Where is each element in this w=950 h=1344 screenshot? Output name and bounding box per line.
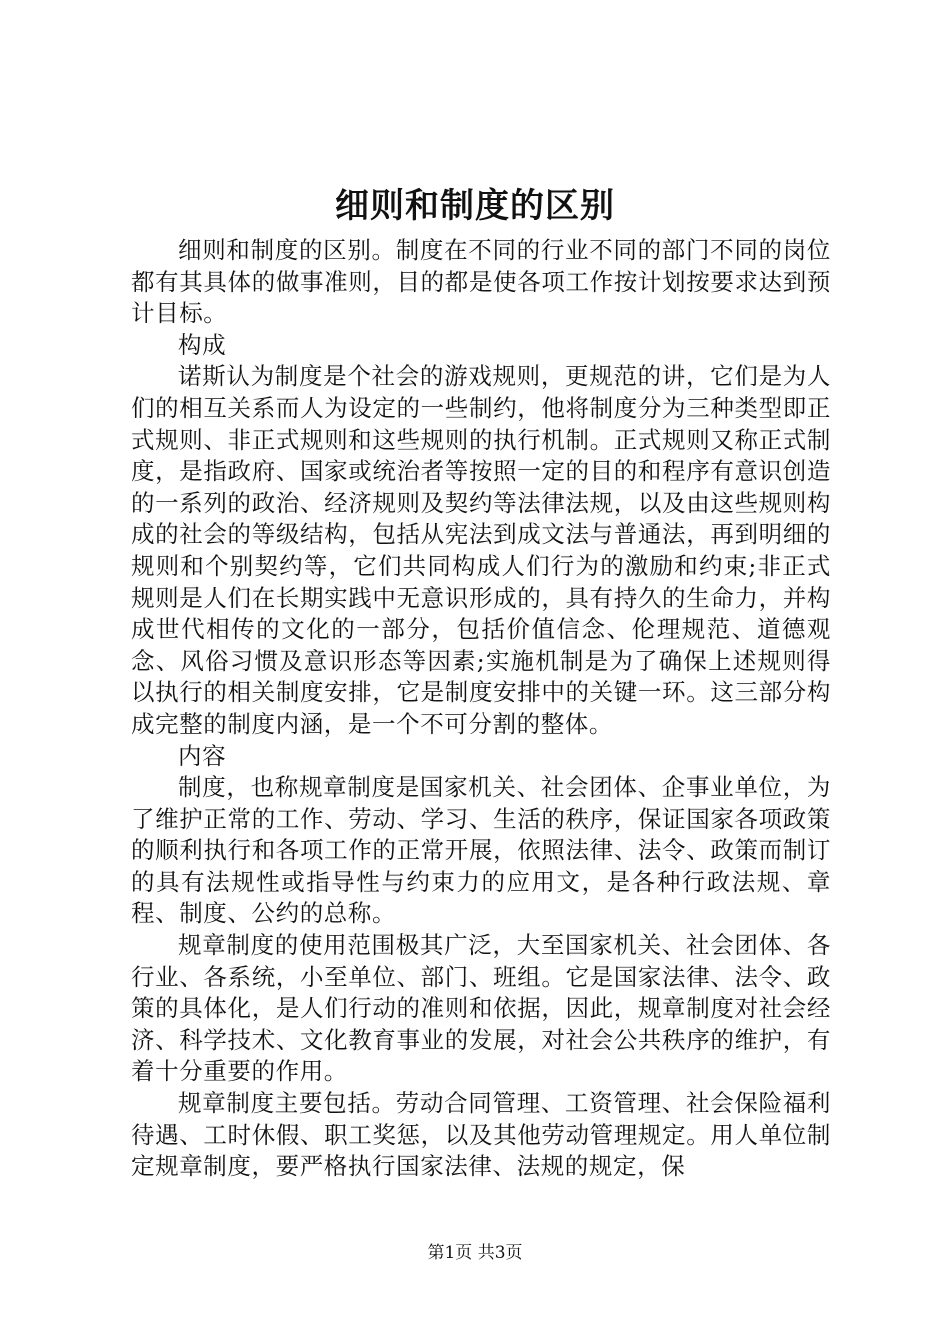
paragraph-intro: 细则和制度的区别。制度在不同的行业不同的部门不同的岗位都有其具体的做事准则，目的都是使各项工作按计划按要求达到预计目标。 — [131, 236, 831, 328]
paragraph-definition: 制度，也称规章制度是国家机关、社会团体、企事业单位，为了维护正常的工作、劳动、学习、生活的秩序，保证国家各项政策的顺利执行和各项工作的正常开展，依照法律、法令、政策而制订的具有法规性或指导性与约束力的应用文，是各种行政法规、章程、制度、公约的总称。 — [131, 773, 831, 928]
section-heading-composition: 构成 — [178, 330, 227, 359]
document-body — [131, 235, 831, 1183]
page-footer: 第1页 共3页 — [427, 1243, 523, 1263]
paragraph-main-contents: 规章制度主要包括。劳动合同管理、工资管理、社会保险福利待遇、工时休假、职工奖惩，以及其他劳动管理规定。用人单位制定规章制度，要严格执行国家法律、法规的规定，保 — [131, 1089, 831, 1181]
paragraph-composition: 诺斯认为制度是个社会的游戏规则，更规范的讲，它们是为人们的相互关系而人为设定的一些制约，他将制度分为三种类型即正式规则、非正式规则和这些规则的执行机制。正式规则又称正式制度，是指政府、国家或统治者等按照一定的目的和程序有意识创造的一系列的政治、经济规则及契约等法律法规，以及由这些规则构成的社会的等级结构，包括从宪法到成文法与普通法，再到明细的规则和个别契约等，它们共同构成人们行为的激励和约束;非正式规则是人们在长期实践中无意识形成的，具有持久的生命力，并构成世代相传的文化的一部分，包括价值信念、伦理规范、道德观念、风俗习惯及意识形态等因素;实施机制是为了确保上述规则得以执行的相关制度安排，它是制度安排中的关键一环。这三部分构成完整的制度内涵，是一个不可分割的整体。 — [131, 362, 831, 738]
document-title: 细则和制度的区别 — [335, 186, 615, 226]
paragraph-scope: 规章制度的使用范围极其广泛，大至国家机关、社会团体、各行业、各系统，小至单位、部门、班组。它是国家法律、法令、政策的具体化，是人们行动的准则和依据，因此，规章制度对社会经济、科学技术、文化教育事业的发展，对社会公共秩序的维护，有着十分重要的作用。 — [131, 931, 831, 1086]
section-heading-content: 内容 — [178, 741, 227, 770]
